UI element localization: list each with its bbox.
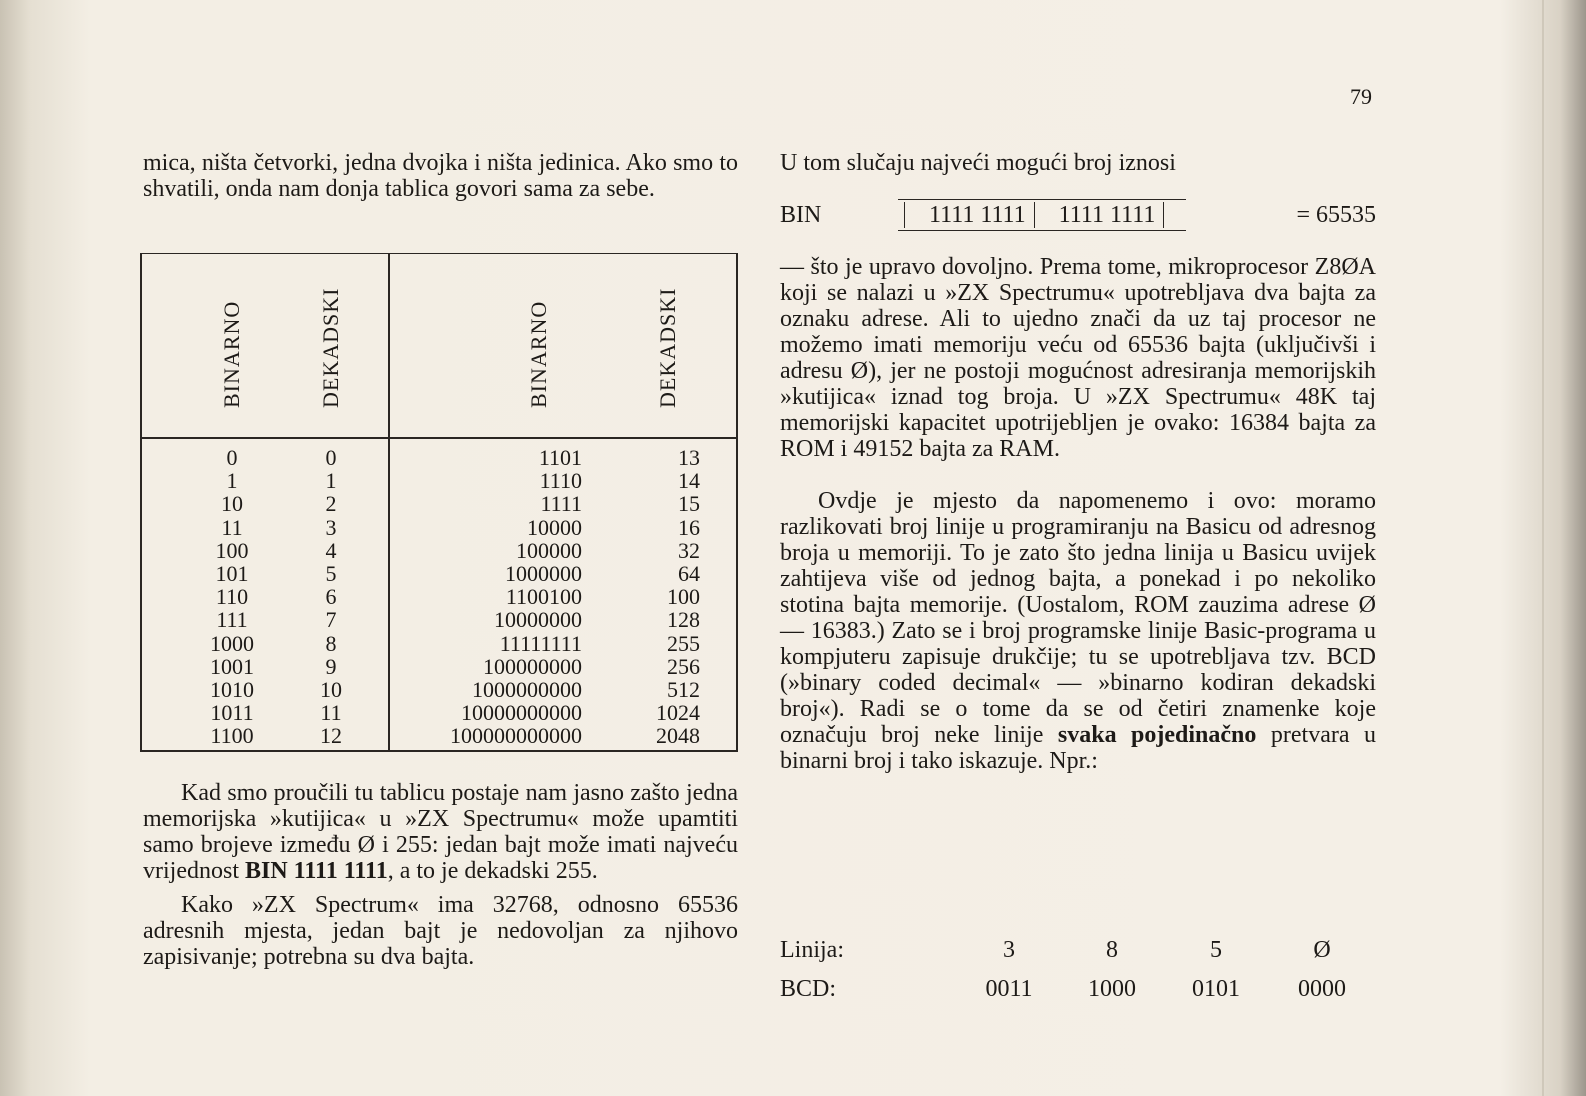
- decimal-cell: 2048: [656, 723, 700, 749]
- binary-cell: 11: [221, 514, 243, 540]
- decimal-cell: 7: [325, 607, 337, 633]
- left-column-lower: [143, 780, 738, 970]
- right-paragraph-2: — što je upravo dovoljno. Prema tome, mikroprocesor Z8ØA koji se nalazi u »ZX Spectrumu« upotrebljava dva bajta za oznaku adrese. Ali to ujedno znači da uz taj procesor ne možemo imati memoriju veću od 65536 bajta (uključivši i adresu Ø), jer ne postoji mogućnost adresiranja memorijskih »kutijica« iznad tog broja. U »ZX Spectrumu« 48K taj memorijski kapacitet upotrijebljen je ovako: 16384 bajta za ROM i 49152 bajta za RAM.: [780, 254, 1376, 462]
- decimal-cell: 12: [320, 723, 342, 749]
- left-paragraph-2: Kad smo proučili tu tablicu postaje nam jasno zašto jedna memorijska »kutijica« u »ZX Spectrumu« može upamtiti samo brojeve između Ø i 255: jedan bajt može imati najveću vrijednost BIN 1111 1111, a to je dekadski 255.: [143, 780, 738, 884]
- line-digit: Ø: [1313, 937, 1331, 963]
- bracket-bar: [904, 202, 921, 228]
- decimal-cell: 11: [320, 700, 342, 726]
- table-divider-horizontal: [142, 437, 736, 439]
- binary-cell: 100000: [516, 537, 582, 563]
- decimal-cell: 1024: [656, 700, 700, 726]
- bin-two-bytes: [898, 199, 1186, 231]
- bracket-bar: [1034, 202, 1051, 228]
- header-binarno-2: BINARNO: [526, 300, 551, 408]
- right-paragraph-1: U tom slučaju najveći mogući broj iznosi: [780, 150, 1176, 176]
- left-paragraph-1: mica, ništa četvorki, jedna dvojka i ništa jedinica. Ako smo to shvatili, onda nam donja tablica govori sama za sebe.: [143, 150, 738, 202]
- column-binary-1: [190, 446, 274, 747]
- binary-cell: 1010: [210, 676, 254, 702]
- decimal-cell: 6: [325, 584, 337, 610]
- binary-cell: 1100: [210, 723, 254, 749]
- line-digit: 5: [1210, 937, 1222, 963]
- binary-cell: 10: [221, 491, 243, 517]
- decimal-cell: 3: [325, 514, 337, 540]
- decimal-cell: 9: [325, 653, 337, 679]
- decimal-cell: 13: [678, 445, 700, 470]
- line-label: Linija:: [780, 937, 844, 963]
- binary-decimal-table: [140, 253, 738, 752]
- decimal-cell: 1: [325, 468, 337, 494]
- left-paragraph-3: Kako »ZX Spectrum« ima 32768, odnosno 65536 adresnih mjesta, jedan bajt je nedovoljan za njihovo zapisivanje; potrebna su dva bajta.: [143, 892, 738, 970]
- decimal-cell: 8: [325, 630, 337, 656]
- binary-cell: 0: [226, 445, 238, 470]
- bcd-code: 0000: [1298, 976, 1346, 1002]
- column-decimal-2: [632, 446, 700, 747]
- decimal-cell: 0: [325, 445, 337, 470]
- decimal-cell: 512: [667, 676, 700, 702]
- binary-cell: 10000000: [494, 607, 582, 633]
- bcd-label: BCD:: [780, 976, 837, 1002]
- header-dekadski-1: DEKADSKI: [318, 287, 343, 408]
- decimal-cell: 4: [325, 537, 337, 563]
- bcd-code: 1000: [1088, 976, 1136, 1002]
- left-column: [143, 150, 738, 202]
- right-column: [780, 150, 1376, 774]
- decimal-cell: 100: [667, 584, 700, 610]
- right-paragraph-3: Ovdje je mjesto da napomenemo i ovo: moramo razlikovati broj linije u programiranju na Basicu od adresnog broja u memoriji. To je zato što jedna linija u Basicu uvijek zahtijeva više od jednog bajta, a ponekad i po nekoliko stotina bajta memorije. (Uostalom, ROM zauzima adrese Ø — 16383.) Zato se i broj programske linije Basic-programa u kompjuteru zapisuje drukčije; tu se upotrebljava tzv. BCD (»binary coded decimal« — »binarno kodiran dekadski broj«). Radi se o tome da se od četiri znamenke koje označuju broj neke linije svaka pojedinačno pretvara u binarni broj i tako iskazuje. Npr.:: [780, 488, 1377, 774]
- binary-cell: 1011: [210, 700, 254, 726]
- binary-cell: 1000000: [505, 560, 582, 586]
- table-divider-vertical: [388, 254, 390, 750]
- column-decimal-1: [292, 446, 370, 747]
- binary-cell: 100: [215, 537, 249, 563]
- binary-cell: 11111111: [499, 630, 582, 656]
- line-digit: 8: [1106, 937, 1118, 963]
- bracket-bar: [1163, 202, 1180, 228]
- column-binary-2: [398, 446, 582, 747]
- bold-phrase: svaka pojedinačno: [1057, 722, 1257, 748]
- bin-emphasis: BIN 1111 1111: [245, 858, 388, 884]
- bcd-code: 0101: [1192, 976, 1240, 1002]
- decimal-cell: 2: [325, 491, 337, 517]
- binary-cell: 1111: [540, 491, 582, 517]
- binary-cell: 100000000: [483, 653, 582, 679]
- decimal-cell: 64: [678, 560, 700, 586]
- binary-cell: 1000000000: [472, 676, 582, 702]
- binary-cell: 110: [215, 584, 249, 610]
- decimal-cell: 32: [678, 537, 700, 563]
- binary-cell: 1101: [538, 445, 582, 470]
- binary-cell: 1100100: [505, 584, 582, 610]
- header-binarno-1: BINARNO: [219, 300, 244, 408]
- bin-byte-low: 1111 1111: [1058, 202, 1156, 228]
- binary-cell: 1000: [210, 630, 254, 656]
- binary-cell: 10000: [527, 514, 582, 540]
- decimal-cell: 15: [678, 491, 700, 517]
- binary-cell: 1110: [539, 468, 582, 494]
- bin-equals-value: = 65535: [1296, 202, 1376, 228]
- binary-cell: 1: [226, 468, 238, 494]
- header-dekadski-2: DEKADSKI: [655, 287, 680, 408]
- decimal-cell: 255: [667, 630, 700, 656]
- bin-label: BIN: [780, 202, 822, 228]
- page-edge: [1542, 0, 1544, 1096]
- page-number: 79: [1350, 84, 1372, 109]
- binary-cell: 10000000000: [461, 700, 582, 726]
- binary-cell: 100000000000: [450, 723, 582, 749]
- decimal-cell: 256: [667, 653, 700, 679]
- binary-cell: 111: [216, 607, 248, 633]
- decimal-cell: 10: [320, 676, 342, 702]
- bin-byte-high: 1111 1111: [929, 202, 1026, 228]
- binary-cell: 101: [215, 560, 249, 586]
- bin-max-value-row: [780, 198, 1376, 232]
- decimal-cell: 14: [678, 468, 700, 494]
- decimal-cell: 5: [325, 560, 337, 586]
- bcd-code: 0011: [985, 976, 1033, 1002]
- line-digit: 3: [1003, 937, 1015, 963]
- binary-cell: 1001: [210, 653, 254, 679]
- decimal-cell: 128: [667, 607, 700, 633]
- decimal-cell: 16: [678, 514, 700, 540]
